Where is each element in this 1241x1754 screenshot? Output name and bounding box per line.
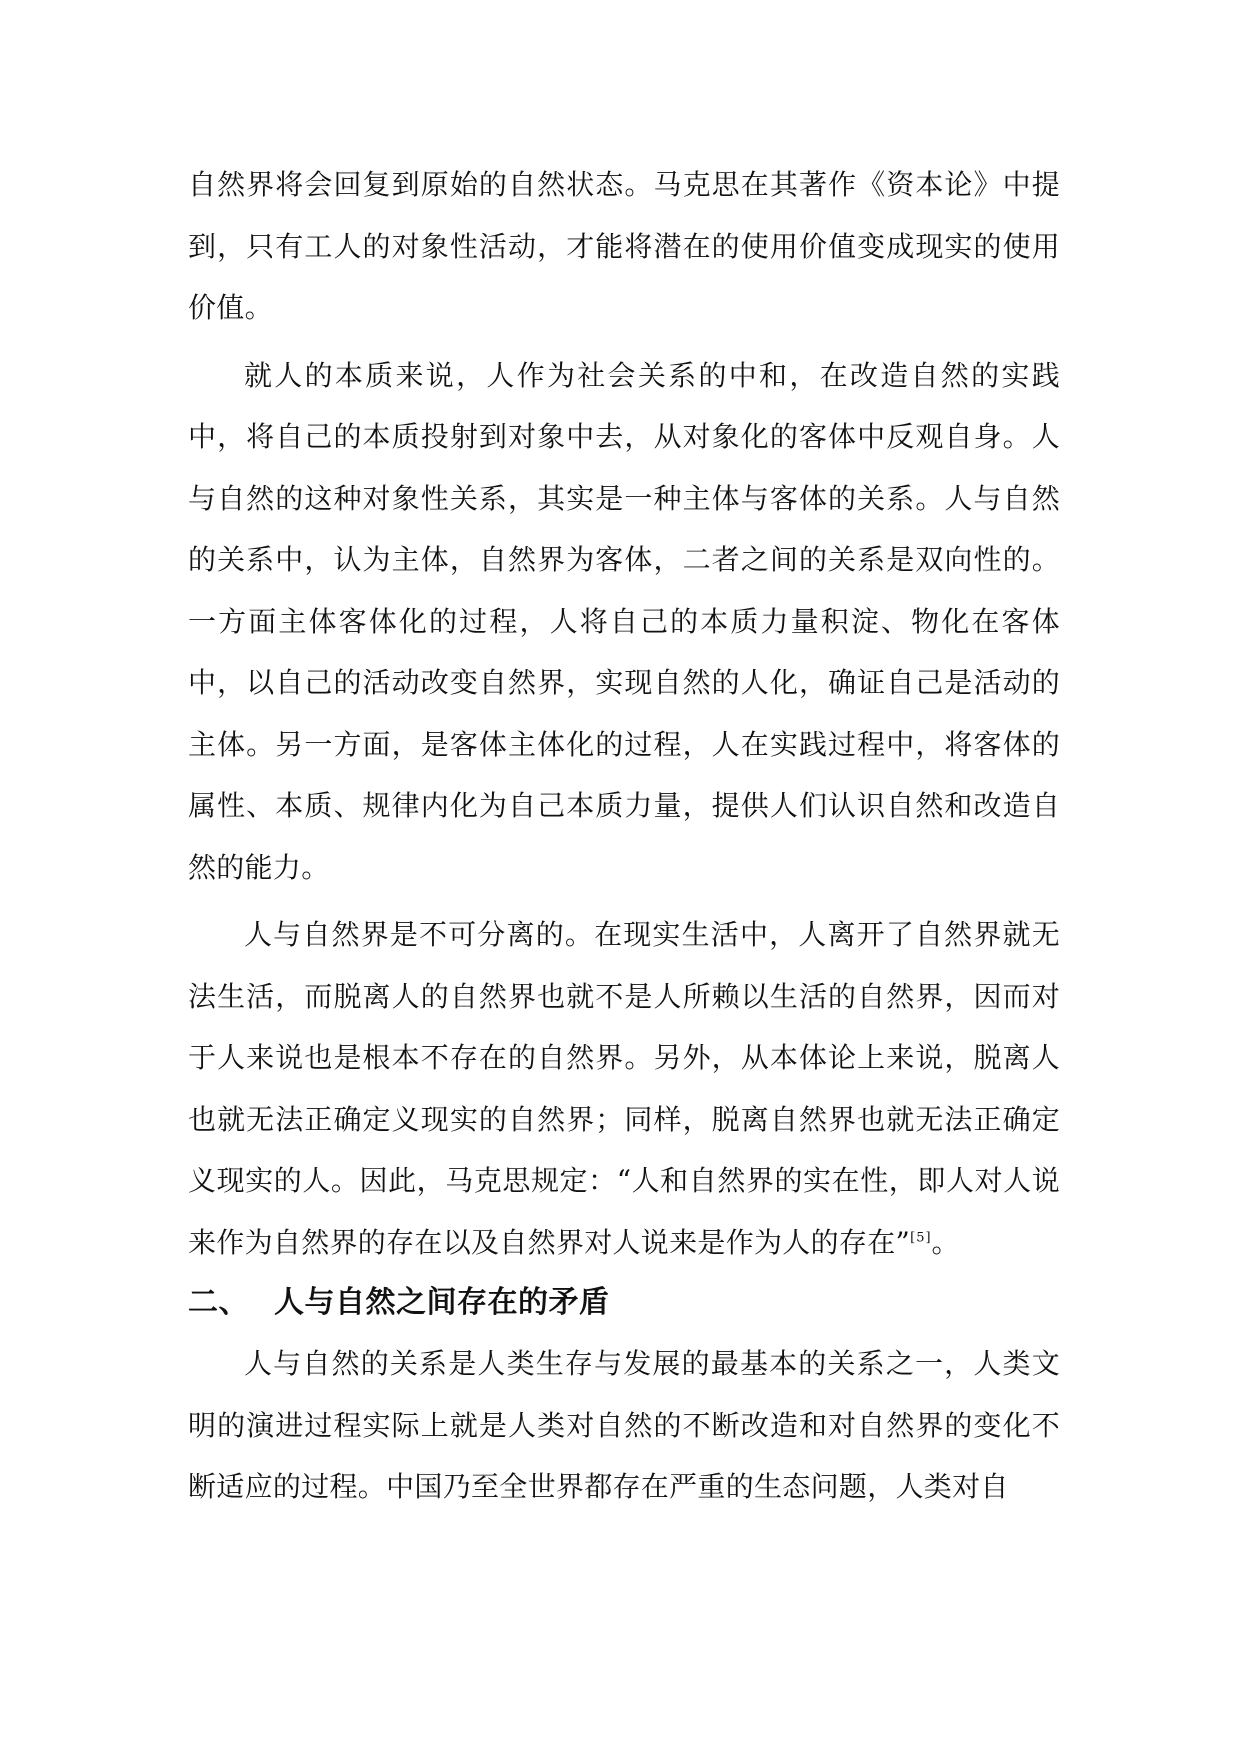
paragraph-1: 自然界将会回复到原始的自然状态。马克思在其著作《资本论》中提到，只有工人的对象性活动，才能将潜在的使用价值变成现实的使用价值。 <box>188 168 1060 324</box>
paragraph-4: 人与自然的关系是人类生存与发展的最基本的关系之一，人类文明的演进过程实际上就是人类对自然的不断改造和对自然界的变化不断适应的过程。中国乃至全世界都存在严重的生态问题，人类对自 <box>188 1347 1060 1503</box>
paragraph-2: 就人的本质来说，人作为社会关系的中和，在改造自然的实践中，将自己的本质投射到对象中去，从对象化的客体中反观自身。人与自然的这种对象性关系，其实是一种主体与客体的关系。人与自然的关系中，认为主体，自然界为客体，二者之间的关系是双向性的。一方面主体客体化的过程，人将自己的本质力量积淀、物化在客体中，以自己的活动改变自然界，实现自然的人化，确证自己是活动的主体。另一方面，是客体主体化的过程，人在实践过程中，将客体的属性、本质、规律内化为自己本质力量，提供人们认识自然和改造自然的能力。 <box>188 358 1060 884</box>
section-heading <box>188 1273 1060 1333</box>
paragraph-3-end: 。 <box>931 1225 960 1259</box>
paragraph-3-text: 人与自然界是不可分离的。在现实生活中，人离开了自然界就无法生活，而脱离人的自然界也就不是人所赖以生活的自然界，因而对于人来说也是根本不存在的自然界。另外，从本体论上来说，脱离人也就无法正确定义现实的自然界；同样，脱离自然界也就无法正确定义现实的人。因此，马克思规定：“人和自然界的实在性，即人对人说来作为自然界的存在以及自然界对人说来是作为人的存在” <box>188 918 1060 1259</box>
document-body <box>188 154 1060 1518</box>
section-title: 人与自然之间存在的矛盾 <box>274 1285 610 1320</box>
citation-marker: [5] <box>910 1230 932 1246</box>
section-number: 二、 <box>188 1285 249 1320</box>
paragraph-3 <box>188 904 1060 1273</box>
